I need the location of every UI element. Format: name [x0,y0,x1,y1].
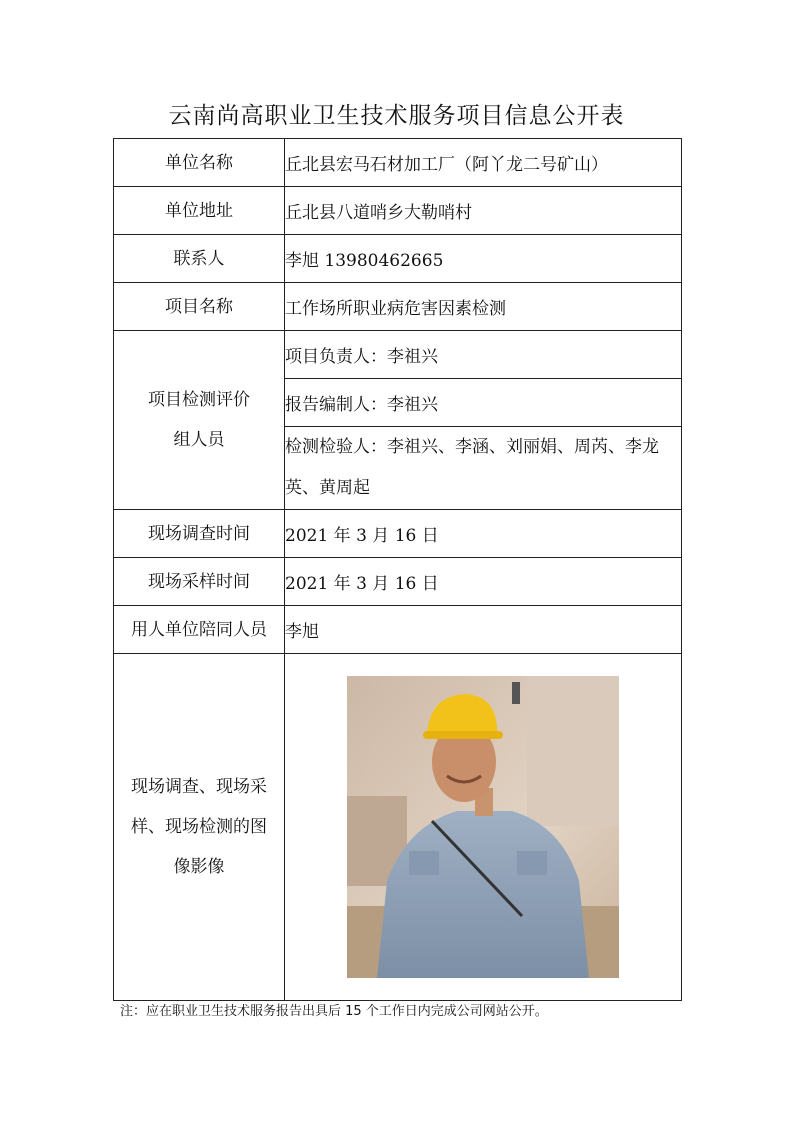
project-name-label: 项目名称 [114,283,285,331]
unit-address-label: 单位地址 [114,187,285,235]
accompany-value: 李旭 [285,606,682,654]
team-leader-value: 项目负责人：李祖兴 [285,331,682,379]
team-author-value: 报告编制人：李祖兴 [285,379,682,427]
images-cell [285,654,682,1001]
survey-time-value: 2021 年 3 月 16 日 [285,510,682,558]
unit-name-label: 单位名称 [114,139,285,187]
jacket-pocket-left [409,851,439,875]
row-unit-name [114,139,682,187]
team-label [114,331,285,510]
row-sampling-time [114,558,682,606]
distant-worker [512,682,520,704]
row-images [114,654,682,1001]
images-label-line2: 样、现场检测的图 [131,817,267,837]
row-survey-time [114,510,682,558]
images-label [114,654,285,1001]
hard-hat-brim [423,731,503,739]
row-project-name [114,283,682,331]
team-label-line1: 项目检测评价 [148,390,250,410]
footnote: 注：应在职业卫生技术服务报告出具后 15 个工作日内完成公司网站公开。 [120,1004,548,1019]
row-team-leader [114,331,682,379]
sampling-time-value: 2021 年 3 月 16 日 [285,558,682,606]
unit-address-value: 丘北县八道哨乡大勒哨村 [285,187,682,235]
row-contact [114,235,682,283]
accompany-label: 用人单位陪同人员 [114,606,285,654]
row-unit-address [114,187,682,235]
images-label-line3: 像影像 [173,857,225,877]
unit-name-value: 丘北县宏马石材加工厂（阿丫龙二号矿山） [285,139,682,187]
contact-label: 联系人 [114,235,285,283]
row-accompany [114,606,682,654]
team-label-line2: 组人员 [173,430,225,450]
sampling-time-label: 现场采样时间 [114,558,285,606]
quarry-rock-face [527,676,619,826]
site-photo [347,676,619,978]
contact-value: 李旭 13980462665 [285,235,682,283]
project-name-value: 工作场所职业病危害因素检测 [285,283,682,331]
images-label-line1: 现场调查、现场采 [131,777,267,797]
jacket-pocket-right [517,851,547,875]
team-inspectors-value: 检测检验人：李祖兴、李涵、刘丽娟、周芮、李龙英、黄周起 [285,427,682,510]
survey-time-label: 现场调查时间 [114,510,285,558]
page-title: 云南尚高职业卫生技术服务项目信息公开表 [168,103,625,129]
info-table [113,138,682,1001]
